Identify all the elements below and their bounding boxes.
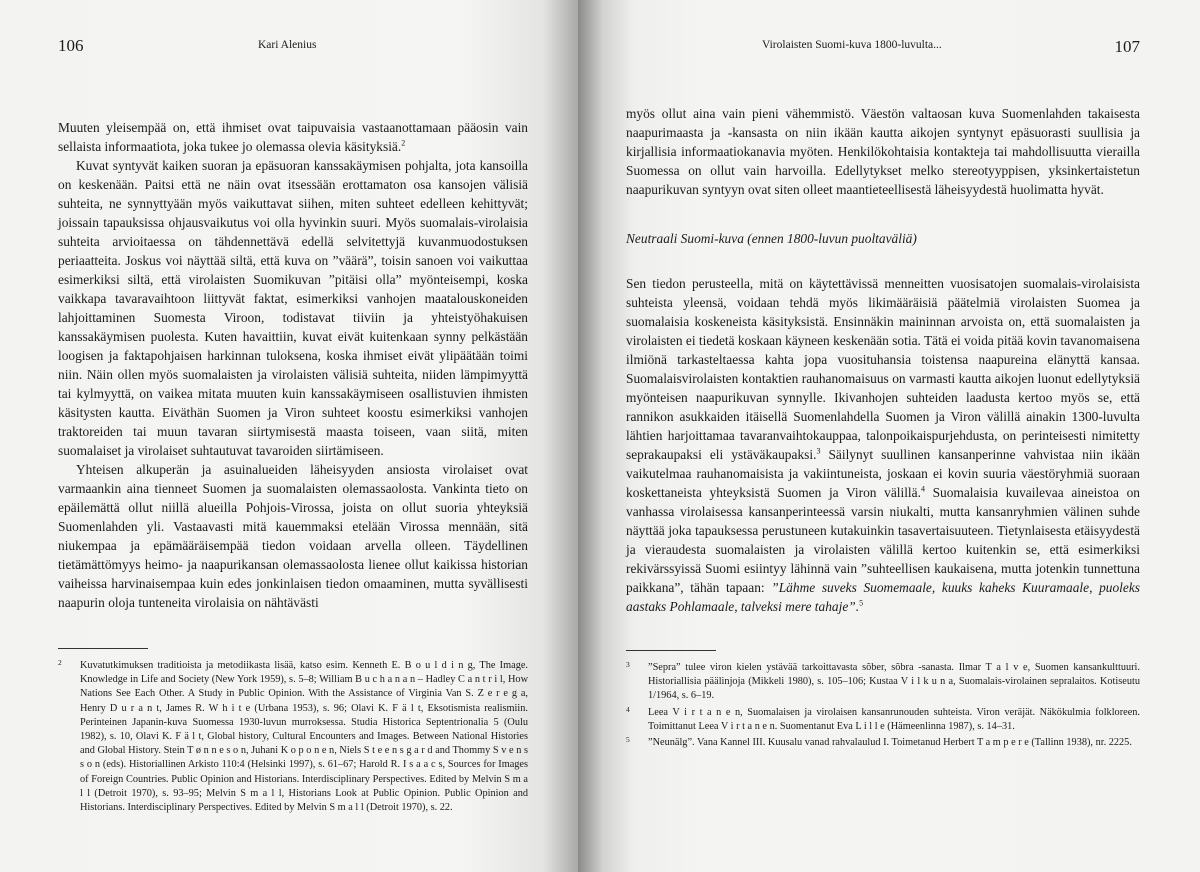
footnote-3-mark: 3 [626, 660, 630, 669]
right-paragraph-1: myös ollut aina vain pieni vähemmistö. Väestön valtaosan kuva Suomenlahden takaisesta naapurimaasta ja -kansasta on niin ikään kautta aikojen syntynyt epäsuorasti suullisia ja kirjallisia informaatiokanavia myöten. Henkilökohtaisia kontakteja tai mahdollisuutta vierailla Suomessa on ollut vain harvoilla. Edellytykset melko stereotyyppisen, yksinkertaistetun naapurikuvan syntyyn ovat siten olleet maantieteellisestä läheisyydestä huolimatta hyvät. [626, 106, 1140, 197]
footnote-ref-3: 3 [816, 446, 821, 456]
right-paragraph-2-part-1: Sen tiedon perusteella, mitä on käytettävissä menneitten vuosisatojen suomalais-virolaisista suhteista yleensä, voidaan tehdä myös likimääräisiä päätelmiä virolaisten Suomea ja suomalaisia koskeneista käsityksistä. Ensinnäkin maininnan arvoista on, että suomalaisten ja virolaisten ei tiedetä koskaan käyneen keskenään sotia. Tätä ei voida pitää kovin tavanomaisena ilmiönä tarkasteltaessa kahta jopa vuosituhansia toistensa naapureina elänyttä kansaa. Suomalaisvirolaisten kontaktien rauhanomaisuus on varmasti kautta aikojen luonut edellytyksiä myönteisen naapurikuvan synnylle. Ikivanhojen suhteiden laadusta kertoo myös se, että rannikon asukkaiden itäisellä Suomenlahdella Suomen ja Viron välillä ainakin 1300-luvulta lähtien harjoittamaa tavaranvaihtokauppaa, talonpoikaispurjehdusta, on perinteisesti nimitetty seprakaupaksi eli ystäväkaupaksi. [626, 276, 1140, 462]
right-paragraph-2 [626, 274, 1140, 616]
left-paragraph-1-text: Muuten yleisempää on, että ihmiset ovat taipuvaisia vastaanottamaan pääosin vain sellaista informaatiota, joka tukee jo olemassa olevia käsityksiä. [58, 120, 528, 154]
section-heading: Neutraali Suomi-kuva (ennen 1800-luvun puoltaväliä) [626, 231, 917, 246]
right-body-text [626, 104, 1140, 616]
right-page-header [626, 34, 1140, 56]
left-footnotes [58, 659, 528, 815]
footnote-2-text: Kuvatutkimuksen traditioista ja metodiikasta lisää, katso esim. Kenneth E. B o u l d i n g, The Image. Knowledge in Life and Society (New York 1959), s. 5–8; William B u c h a n a n – Hadley C a n t r i l, How Nations See Each Other. A Study in Public Opinion. With the Assistance of Virginia Van S. Z e r e g a, Henry D u r a n t, James R. W h i t e (Urbana 1953), s. 96; Olavi K. F ä l t, Eksotismista realismiin. Perinteinen Japanin-kuva Suomessa 1930-luvun murroksessa. Studia Historica Septentrionalia 5 (Oulu 1982), s. 10, Olavi K. F ä l t, Global history, Cultural Encounters and Images. Between National Histories and Global History. Stein T ø n n e s o n, Juhani K o p o n e n, Niels S t e e n s g a r d and Thommy S v e n s s o n (eds). Historiallinen Arkisto 110:4 (Helsinki 1997), s. 61–67; Harold R. I s a a c s, Sources for Images of Foreign Countries. Public Opinion and Historians. Interdisciplinary Perspectives. Edited by Melvin S m a l l (Detroit 1970), s. 93–95; Melvin S m a l l, Historians Look at Public Opinion. Public Opinion and Historians. Interdisciplinary Perspectives. Edited by Melvin S m a l l (Detroit 1970), s. 22. [80, 660, 528, 814]
left-page-number: 106 [58, 36, 84, 55]
footnote-5 [626, 736, 1140, 750]
left-page-header [58, 36, 528, 58]
footnote-5-text: ”Neunälg”. Vana Kannel III. Kuusalu vanad rahvalaulud I. Toimetanud Herbert T a m p e r e (Tallinn 1938), nr. 2225. [648, 737, 1132, 749]
left-paragraph-1 [58, 118, 528, 156]
right-footnotes [626, 661, 1140, 750]
right-paragraph-2-part-3: Suomalaisia kuvailevaa aineistoa on vanhassa virolaisessa kansanperinteessä varsin niukalti, mutta kansanryhmien välinen suhde näyttää joka tapauksessa perustuneen kutakuinkin tasavertaisuuteen. Tietynlaisesta etäisyydestä ja vieraudesta suomalaisten ja virolaisten välillä kertoo kuitenkin se, että esimerkiksi rekivärssyissä Suomi esiintyy lähinnä vain ”suhteellisen kaukaisena, mutta jotenkin tunnettuna paikkana”, tähän tapaan: [626, 485, 1140, 595]
footnote-ref-2: 2 [401, 138, 406, 148]
footnote-ref-5: 5 [859, 598, 864, 608]
right-footnote-rule [626, 650, 716, 651]
folk-song-quote: ”Lähme suveks Suomemaale, kuuks kaheks Kuuramaale, puoleks aastaks Pohlamaale, talveksi mere tahaje”. [626, 580, 1140, 614]
right-paragraph-2-part-2: Säilynyt suullinen kansanperinne vahvistaa niin ikään vaikutelmaa rauhanomaisista ja vakiintuneista, joskaan ei kovin suuria väestöryhmiä suoraan koskettaneista yhteyksistä Suomen ja Viron välillä. [626, 447, 1140, 500]
footnote-2 [58, 659, 528, 815]
footnote-4 [626, 706, 1140, 734]
right-page-number: 107 [1114, 37, 1140, 56]
footnote-3 [626, 661, 1140, 704]
footnote-5-mark: 5 [626, 735, 630, 745]
left-paragraph-2: Kuvat syntyvät kaiken suoran ja epäsuoran kanssakäymisen pohjalta, jota kansoilla on keskenään. Paitsi että ne näin ovat itsessään erottamaton osa kansojen välisiä suhteita, ne synnyttyään myös vaikuttavat siihen, miten suhteet edelleen kehittyvät; joissain tapauksissa ohjausvaikutus voi olla hyvinkin suuri. Myös suomalais-virolaisia suhteita arvioitaessa on tähdennettävä edellä selvitettyjä kuvanmuodostuksen periaatteita. Joskus voi näyttää siltä, että kuva on ”väärä”, toisin sanoen voi vaikuttaa esimerkiksi siltä, että virolaisten Suomikuvan ”pitäisi olla” myönteisempi, koska vaikkapa tavaravaihtoon liittyvät faktat, esimerkiksi vanhojen maatalouskoneiden lahjoittaminen Suomesta Viroon, todistavat tiiviin ja yhteistyöhakuisen kanssakäymisen puolesta. Kuten havaittiin, kuvat eivät kuitenkaan synny pelkästään loogisen ja faktapohjaisen harkinnan tuloksena, koska ihmiset eivät ylipäätään toimi niin. Näin ollen myös suomalaisten ja virolaisten välisiä suhteita, niiden lämpimyyttä tai kylmyyttä, on vaikea mitata muuten kuin kanssakäymiseen osallistuvien ihmisten käsitysten kautta. Eiväthän Suomen ja Viron suhteet koostu esimerkiksi vanhojen traktoreiden tai muun tavaran siirtymisestä maasta toiseen, vaan siitä, miten suomalaiset ja virolaiset suhtautuvat tavaroiden siirtämiseen. [58, 158, 528, 458]
right-running-head: Virolaisten Suomi-kuva 1800-luvulta... [762, 39, 942, 51]
left-body-text [58, 118, 528, 612]
right-page [578, 0, 1200, 872]
footnote-3-text: ”Sepra” tulee viron kielen ystävää tarkoittavasta sõber, sõbra -sanasta. Ilmar T a l v e, Suomen kansankulttuuri. Historiallisia päälinjoja (Mikkeli 1980), s. 105–106; Kustaa V i l k u n a, Suomalais-virolainen sepralaitos. Kotiseutu 1/1964, s. 6–19. [648, 662, 1140, 702]
left-running-head: Kari Alenius [258, 39, 317, 51]
footnote-2-mark: 2 [58, 658, 62, 667]
left-page [0, 0, 578, 872]
left-paragraph-3: Yhteisen alkuperän ja asuinalueiden läheisyyden ansiosta virolaiset ovat varmaankin aina tienneet Suomen ja suomalaisten olemassaolosta. Vankinta tieto on epäilemättä ollut niillä alueilla Pohjois-Virossa, joista on ollut suoria yhteyksiä Suomenlahden yli. Vastaavasti mitä kauemmaksi etelään Virossa mennään, sitä niukempaa ja epämääräisempää tiedon voidaan arvella olleen. Täydellinen tietämättömyys heimo- ja naapurikansan olemassaolosta lienee ollut kaikissa historian vaiheissa harvinaisempaa kuin edes jonkinlaisen tiedon omaaminen, mutta syvällisesti naapurin oloja tunteneita virolaisia on nähtävästi [58, 462, 528, 610]
footnote-4-mark: 4 [626, 704, 630, 714]
footnote-4-text: Leea V i r t a n e n, Suomalaisen ja virolaisen kansanrunouden suhteista. Viron veräjät. Näkökulmia folkloreen. Toimittanut Leea V i r t a n e n. Suomentanut Eva L i l l e (Hämeenlinna 1987), s. 14–31. [648, 706, 1140, 732]
left-footnote-rule [58, 648, 148, 649]
footnote-ref-4: 4 [920, 484, 925, 494]
